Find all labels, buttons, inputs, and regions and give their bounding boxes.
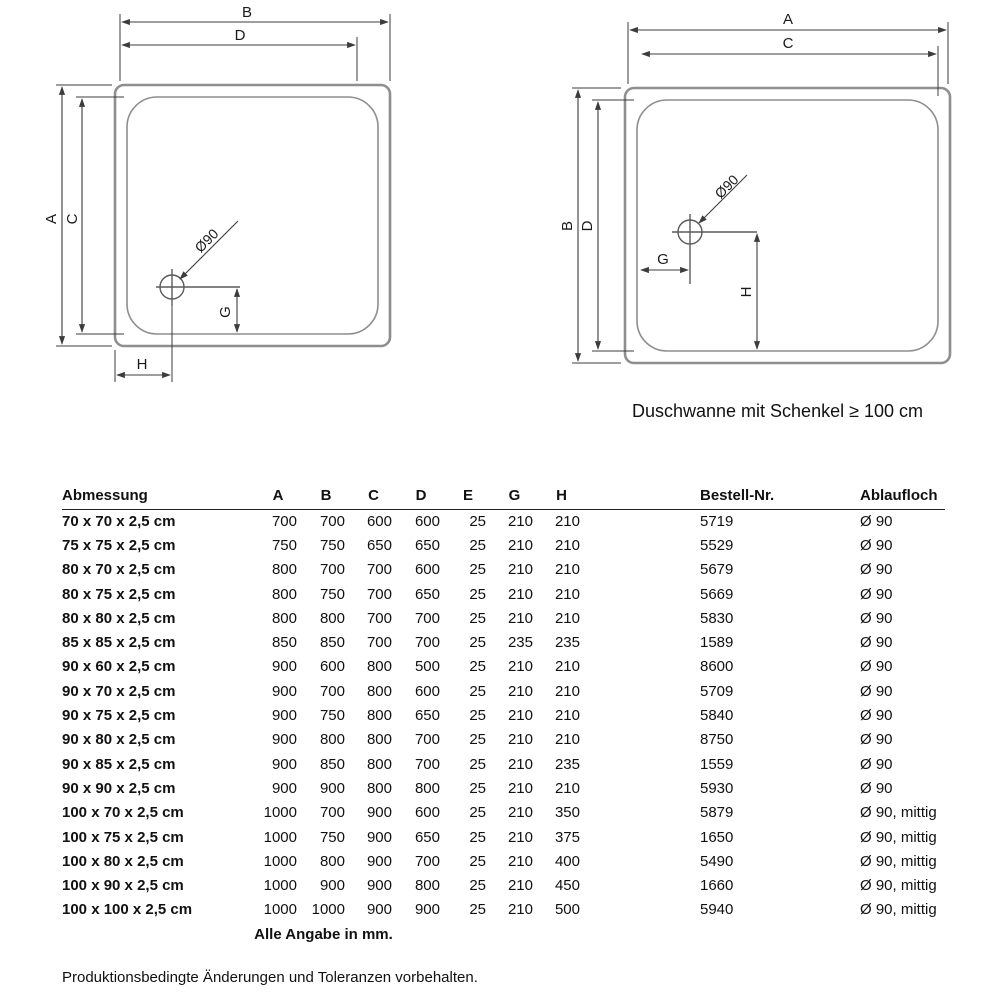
table-cell: 800 <box>366 658 392 676</box>
table-cell: 700 <box>414 609 440 627</box>
table-cell: 850 <box>319 755 345 773</box>
table-cell: Ø 90 <box>860 682 893 700</box>
table-cell: 70 x 70 x 2,5 cm <box>62 512 176 530</box>
table-cell: 210 <box>554 779 580 797</box>
table-cell: 5940 <box>700 901 734 919</box>
table-cell: Ø 90 <box>860 609 893 627</box>
table-cell: 1000 <box>311 901 345 919</box>
table-cell: 400 <box>554 852 580 870</box>
drain-diameter-label: Ø90 <box>191 225 222 256</box>
table-cell: 210 <box>507 852 533 870</box>
table-cell: 100 x 80 x 2,5 cm <box>62 852 184 870</box>
dim-label-g: G <box>217 306 234 318</box>
spec-table-body <box>62 509 945 922</box>
table-cell: 850 <box>271 634 297 652</box>
table-cell: 210 <box>507 512 533 530</box>
dim-label-b: B <box>559 220 576 232</box>
table-cell: 650 <box>414 536 440 554</box>
table-cell: 500 <box>554 901 580 919</box>
table-cell: 650 <box>366 536 392 554</box>
table-cell: 210 <box>507 779 533 797</box>
table-cell: 235 <box>507 634 533 652</box>
table-cell: 90 x 85 x 2,5 cm <box>62 755 176 773</box>
table-cell: 600 <box>414 512 440 530</box>
table-cell: 900 <box>271 658 297 676</box>
table-cell: 25 <box>469 536 486 554</box>
table-cell: 350 <box>554 804 580 822</box>
table-cell: 5930 <box>700 779 734 797</box>
table-cell: 900 <box>271 682 297 700</box>
table-cell: 850 <box>319 634 345 652</box>
table-cell: 5669 <box>700 585 734 603</box>
table-cell: 700 <box>271 512 297 530</box>
table-cell: 25 <box>469 828 486 846</box>
table-cell: 900 <box>319 779 345 797</box>
table-cell: 800 <box>366 731 392 749</box>
table-cell: Ø 90 <box>860 561 893 579</box>
table-cell: 75 x 75 x 2,5 cm <box>62 536 176 554</box>
table-row <box>62 533 945 557</box>
table-cell: 5709 <box>700 682 734 700</box>
dim-label-a: A <box>43 213 60 225</box>
table-cell: 800 <box>319 852 345 870</box>
table-cell: 900 <box>414 901 440 919</box>
tray-outline <box>625 88 950 363</box>
table-row <box>62 776 945 800</box>
table-cell: 25 <box>469 585 486 603</box>
table-row <box>62 655 945 679</box>
table-cell: Ø 90 <box>860 512 893 530</box>
table-cell: 750 <box>319 536 345 554</box>
table-row <box>62 898 945 922</box>
table-cell: 210 <box>507 658 533 676</box>
table-row <box>62 630 945 654</box>
table-row <box>62 509 945 533</box>
table-cell: 25 <box>469 804 486 822</box>
table-cell: 90 x 60 x 2,5 cm <box>62 658 176 676</box>
table-cell: 900 <box>271 707 297 725</box>
square-tray-diagram <box>0 0 430 400</box>
table-cell: 900 <box>319 877 345 895</box>
table-cell: 700 <box>414 731 440 749</box>
dim-label-c: C <box>782 35 794 52</box>
table-cell: Ø 90, mittig <box>860 901 937 919</box>
table-cell: 210 <box>554 658 580 676</box>
dim-label-g: G <box>657 251 669 268</box>
table-cell: 1000 <box>263 901 297 919</box>
table-cell: 5719 <box>700 512 734 530</box>
table-cell: 5529 <box>700 536 734 554</box>
table-cell: Ø 90 <box>860 536 893 554</box>
table-row <box>62 849 945 873</box>
table-cell: 900 <box>366 852 392 870</box>
dim-label-d: D <box>234 27 246 44</box>
table-cell: 210 <box>554 707 580 725</box>
table-cell: 900 <box>366 901 392 919</box>
table-cell: 700 <box>319 512 345 530</box>
table-cell: 25 <box>469 682 486 700</box>
table-cell: 900 <box>271 755 297 773</box>
table-row <box>62 606 945 630</box>
table-cell: 210 <box>554 585 580 603</box>
table-cell: 25 <box>469 877 486 895</box>
table-cell: 5679 <box>700 561 734 579</box>
table-cell: 800 <box>271 609 297 627</box>
table-cell: Ø 90 <box>860 755 893 773</box>
table-cell: 8600 <box>700 658 734 676</box>
table-cell: 1000 <box>263 877 297 895</box>
dim-label-h: H <box>738 286 755 298</box>
table-cell: 650 <box>414 585 440 603</box>
column-header: E <box>462 486 473 504</box>
column-header: Abmessung <box>62 486 148 504</box>
table-cell: 750 <box>319 707 345 725</box>
table-cell: 210 <box>554 731 580 749</box>
table-cell: 600 <box>366 512 392 530</box>
table-cell: 650 <box>414 707 440 725</box>
column-header: H <box>556 486 567 504</box>
table-cell: 800 <box>414 877 440 895</box>
table-cell: 1000 <box>263 804 297 822</box>
table-cell: 25 <box>469 634 486 652</box>
table-cell: 800 <box>319 609 345 627</box>
table-cell: Ø 90 <box>860 585 893 603</box>
table-cell: 650 <box>414 828 440 846</box>
spec-header-row <box>62 484 945 509</box>
table-cell: 375 <box>554 828 580 846</box>
table-cell: 210 <box>507 901 533 919</box>
table-cell: 100 x 100 x 2,5 cm <box>62 901 193 919</box>
table-cell: 25 <box>469 852 486 870</box>
table-row <box>62 873 945 897</box>
table-cell: 210 <box>554 536 580 554</box>
rect-tray-diagram <box>555 0 1000 395</box>
table-cell: 8750 <box>700 731 734 749</box>
table-cell: 750 <box>319 828 345 846</box>
column-header: Ablaufloch <box>860 486 938 504</box>
table-cell: Ø 90 <box>860 731 893 749</box>
table-cell: Ø 90, mittig <box>860 804 937 822</box>
table-cell: 800 <box>366 779 392 797</box>
table-cell: 235 <box>554 755 580 773</box>
table-cell: 500 <box>414 658 440 676</box>
table-cell: 700 <box>319 804 345 822</box>
table-cell: Ø 90, mittig <box>860 877 937 895</box>
table-row <box>62 752 945 776</box>
table-cell: 750 <box>271 536 297 554</box>
table-cell: 210 <box>507 877 533 895</box>
table-cell: 235 <box>554 634 580 652</box>
table-cell: 100 x 75 x 2,5 cm <box>62 828 184 846</box>
table-cell: 1650 <box>700 828 734 846</box>
table-cell: 210 <box>507 804 533 822</box>
table-cell: 750 <box>319 585 345 603</box>
table-cell: 85 x 85 x 2,5 cm <box>62 634 176 652</box>
table-cell: 210 <box>507 707 533 725</box>
table-cell: 600 <box>414 682 440 700</box>
table-cell: 700 <box>319 561 345 579</box>
dim-label-d: D <box>579 220 596 232</box>
table-cell: 210 <box>507 755 533 773</box>
table-cell: 210 <box>507 682 533 700</box>
column-header: G <box>508 486 521 504</box>
table-cell: 800 <box>366 707 392 725</box>
table-cell: 90 x 90 x 2,5 cm <box>62 779 176 797</box>
table-cell: 100 x 90 x 2,5 cm <box>62 877 184 895</box>
table-cell: Ø 90 <box>860 779 893 797</box>
table-cell: 210 <box>507 561 533 579</box>
dim-label-h: H <box>136 356 148 373</box>
table-cell: 600 <box>319 658 345 676</box>
dim-label-a: A <box>782 11 794 28</box>
table-cell: 5840 <box>700 707 734 725</box>
table-cell: 5830 <box>700 609 734 627</box>
table-cell: 100 x 70 x 2,5 cm <box>62 804 184 822</box>
table-cell: 210 <box>554 609 580 627</box>
table-cell: 5879 <box>700 804 734 822</box>
table-cell: 25 <box>469 658 486 676</box>
table-cell: 25 <box>469 731 486 749</box>
table-cell: 210 <box>507 536 533 554</box>
table-cell: 800 <box>271 561 297 579</box>
table-row <box>62 703 945 727</box>
table-cell: 700 <box>414 852 440 870</box>
table-row <box>62 679 945 703</box>
table-cell: 210 <box>507 609 533 627</box>
table-cell: 210 <box>507 585 533 603</box>
table-cell: 600 <box>414 804 440 822</box>
table-cell: 900 <box>271 731 297 749</box>
table-footnote: Alle Angabe in mm. <box>254 926 393 943</box>
spec-table <box>62 484 945 922</box>
extension-lines <box>56 14 390 382</box>
table-row <box>62 825 945 849</box>
table-cell: 700 <box>366 561 392 579</box>
tray-outline <box>115 85 390 346</box>
table-cell: 5490 <box>700 852 734 870</box>
diagram-caption: Duschwanne mit Schenkel ≥ 100 cm <box>631 401 923 421</box>
column-header: D <box>415 486 427 504</box>
table-row <box>62 582 945 606</box>
table-cell: 900 <box>366 828 392 846</box>
table-cell: 600 <box>414 561 440 579</box>
dimension-labels <box>43 4 252 373</box>
table-row <box>62 558 945 582</box>
table-cell: 1559 <box>700 755 734 773</box>
extension-lines <box>572 22 948 363</box>
table-cell: 1589 <box>700 634 734 652</box>
drain-symbol <box>672 214 757 284</box>
table-cell: 80 x 80 x 2,5 cm <box>62 609 176 627</box>
table-cell: 800 <box>366 755 392 773</box>
dimension-lines <box>578 30 946 361</box>
column-header: B <box>320 486 332 504</box>
table-cell: 210 <box>554 682 580 700</box>
table-cell: Ø 90 <box>860 658 893 676</box>
table-cell: 25 <box>469 755 486 773</box>
table-cell: 700 <box>414 634 440 652</box>
table-cell: 210 <box>507 828 533 846</box>
table-cell: 800 <box>414 779 440 797</box>
table-cell: 800 <box>366 682 392 700</box>
column-header: C <box>368 486 379 504</box>
bottom-note: Produktionsbedingte Änderungen und Toleranzen vorbehalten. <box>62 969 478 986</box>
table-cell: 210 <box>554 512 580 530</box>
spec-table-head <box>62 484 945 509</box>
table-cell: 25 <box>469 779 486 797</box>
table-cell: 700 <box>319 682 345 700</box>
column-header: A <box>272 486 284 504</box>
dimension-lines <box>62 22 388 375</box>
dim-label-b: B <box>241 4 253 21</box>
table-cell: 1000 <box>263 828 297 846</box>
table-cell: 25 <box>469 609 486 627</box>
table-cell: 1000 <box>263 852 297 870</box>
table-cell: 700 <box>366 585 392 603</box>
table-cell: 900 <box>366 804 392 822</box>
table-cell: 25 <box>469 561 486 579</box>
dim-label-c: C <box>64 213 81 225</box>
table-cell: 800 <box>271 585 297 603</box>
table-cell: Ø 90 <box>860 707 893 725</box>
table-cell: 90 x 70 x 2,5 cm <box>62 682 176 700</box>
table-row <box>62 728 945 752</box>
table-cell: 90 x 80 x 2,5 cm <box>62 731 176 749</box>
table-cell: 210 <box>554 561 580 579</box>
table-cell: 80 x 70 x 2,5 cm <box>62 561 176 579</box>
table-cell: 700 <box>366 634 392 652</box>
table-cell: Ø 90, mittig <box>860 828 937 846</box>
table-cell: Ø 90, mittig <box>860 852 937 870</box>
table-cell: 700 <box>414 755 440 773</box>
table-cell: Ø 90 <box>860 634 893 652</box>
drain-diameter-label: Ø90 <box>711 171 742 202</box>
table-cell: 1660 <box>700 877 734 895</box>
table-cell: 90 x 75 x 2,5 cm <box>62 707 176 725</box>
table-cell: 800 <box>319 731 345 749</box>
table-cell: 900 <box>366 877 392 895</box>
table-cell: 25 <box>469 901 486 919</box>
table-cell: 700 <box>366 609 392 627</box>
table-cell: 25 <box>469 512 486 530</box>
table-cell: 900 <box>271 779 297 797</box>
drain-symbol <box>156 269 240 306</box>
table-cell: 450 <box>554 877 580 895</box>
table-cell: 210 <box>507 731 533 749</box>
column-header: Bestell-Nr. <box>700 486 775 504</box>
table-cell: 80 x 75 x 2,5 cm <box>62 585 176 603</box>
table-row <box>62 801 945 825</box>
table-cell: 25 <box>469 707 486 725</box>
